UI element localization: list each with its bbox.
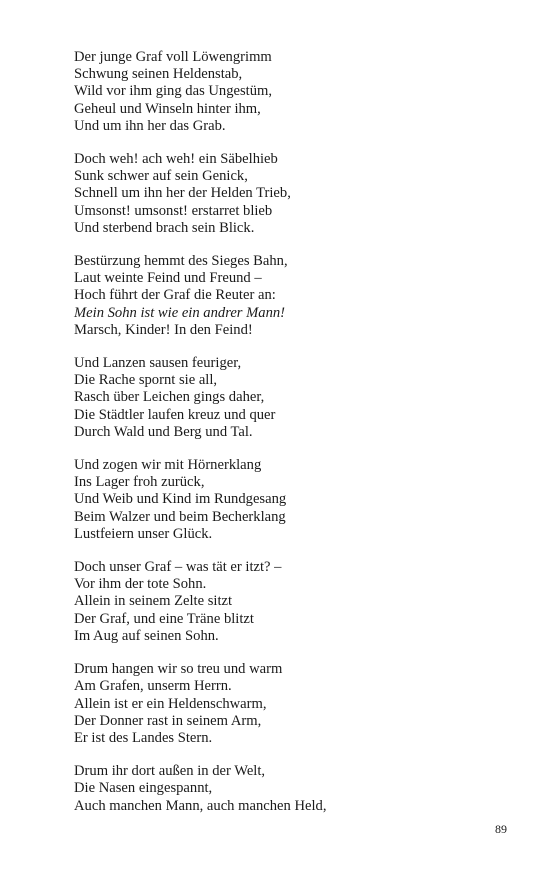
poem-line: Der Graf, und eine Träne blitzt: [74, 610, 254, 627]
poem-line: Ins Lager froh zurück,: [74, 474, 205, 491]
poem-line: Der Donner rast in seinem Arm,: [74, 712, 262, 729]
poem-line: Am Grafen, unserm Herrn.: [74, 678, 232, 695]
stanza: [74, 661, 514, 747]
stanza: [74, 355, 514, 441]
stanza: [74, 151, 514, 237]
poem-line: Geheul und Winseln hinter ihm,: [74, 100, 261, 117]
poem-line: Marsch, Kinder! In den Feind!: [74, 321, 253, 338]
stanza: [74, 763, 514, 815]
poem-line: Umsonst! umsonst! erstarret blieb: [74, 202, 273, 219]
poem-line: Und Lanzen sausen feuriger,: [74, 355, 242, 372]
poem-line: Schwung seinen Heldenstab,: [74, 66, 243, 83]
stanza: [74, 559, 514, 645]
poem-line: Laut weinte Feind und Freund –: [74, 270, 262, 287]
poem-line: Doch unser Graf – was tät er itzt? –: [74, 559, 282, 576]
poem-line: Und sterbend brach sein Blick.: [74, 219, 255, 236]
poem-line: Vor ihm der tote Sohn.: [74, 576, 207, 593]
poem-line: Bestürzung hemmt des Sieges Bahn,: [74, 253, 288, 270]
poem-line: Die Nasen eingespannt,: [74, 780, 213, 797]
poem-line: Und Weib und Kind im Rundgesang: [74, 491, 287, 508]
poem-line: Drum ihr dort außen in der Welt,: [74, 763, 266, 780]
poem-line: Beim Walzer und beim Becherklang: [74, 508, 286, 525]
poem-line: Durch Wald und Berg und Tal.: [74, 423, 253, 440]
stanza: [74, 457, 514, 543]
poem-line: Auch manchen Mann, auch manchen Held,: [74, 797, 327, 814]
poem-line: Er ist des Landes Stern.: [74, 729, 213, 746]
poem-line: Und zogen wir mit Hörnerklang: [74, 457, 262, 474]
poem-line: Die Städtler laufen kreuz und quer: [74, 406, 276, 423]
poem-body: [74, 49, 514, 831]
stanza: [74, 253, 514, 339]
poem-line: Der junge Graf voll Löwengrimm: [74, 49, 272, 65]
stanza: [74, 49, 514, 135]
poem-line: Lustfeiern unser Glück.: [74, 525, 213, 542]
poem-line: Allein in seinem Zelte sitzt: [74, 593, 233, 610]
poem-line: Rasch über Leichen gings daher,: [74, 389, 265, 406]
poem-line: Sunk schwer auf sein Genick,: [74, 168, 248, 185]
poem-line: Doch weh! ach weh! ein Säbelhieb: [74, 151, 278, 168]
poem-line: Hoch führt der Graf die Reuter an:: [74, 287, 276, 304]
page-number: 89: [495, 822, 507, 836]
poem-line: Im Aug auf seinen Sohn.: [74, 627, 219, 644]
poem-line: Die Rache spornt sie all,: [74, 372, 218, 389]
poem-line: Wild vor ihm ging das Ungestüm,: [74, 83, 273, 100]
poem-line: Drum hangen wir so treu und warm: [74, 661, 283, 678]
poem-line: Schnell um ihn her der Helden Trieb,: [74, 185, 291, 202]
poem-line: Und um ihn her das Grab.: [74, 117, 226, 134]
poem-line: Allein ist er ein Heldenschwarm,: [74, 695, 267, 712]
poem-line: Mein Sohn ist wie ein andrer Mann!: [74, 304, 286, 321]
